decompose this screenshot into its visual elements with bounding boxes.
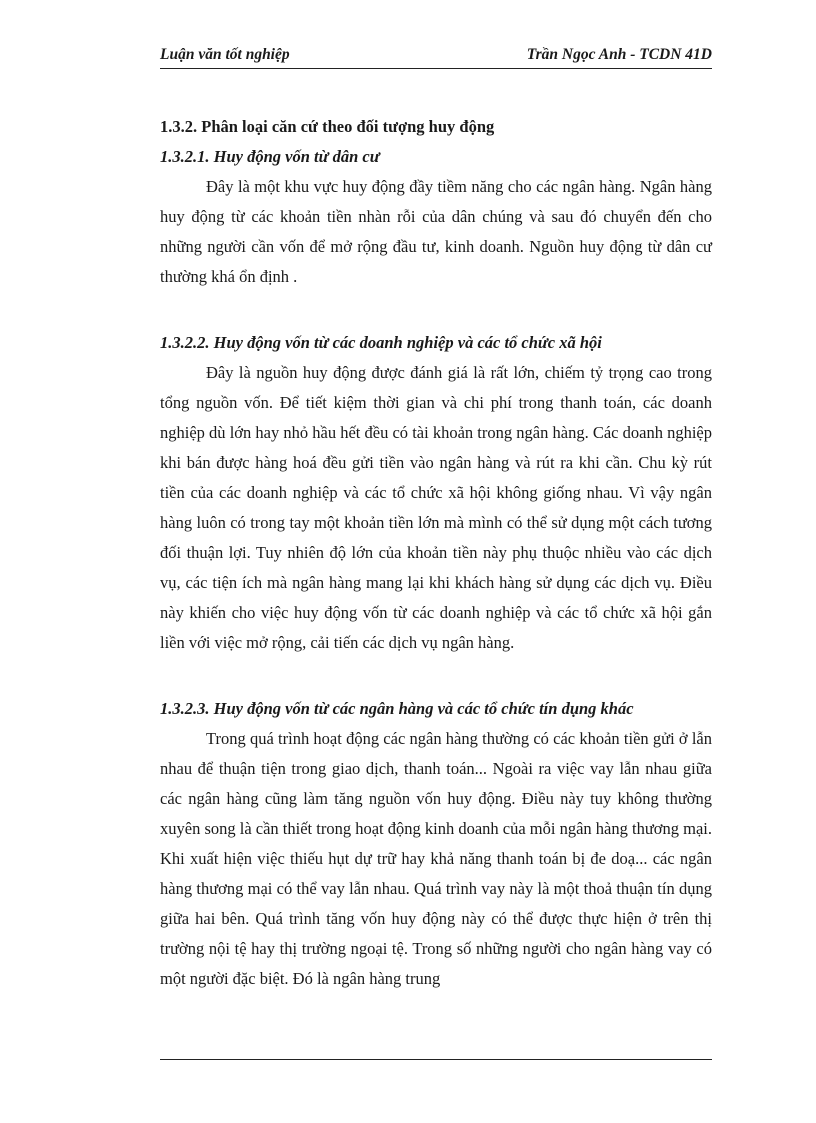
- spacer: [160, 658, 712, 694]
- header-thesis-label: Luận văn tốt nghiệp: [160, 46, 290, 63]
- document-body: [160, 112, 712, 994]
- subsection-paragraph-3: Trong quá trình hoạt động các ngân hàng thường có các khoản tiền gửi ở lẫn nhau để thuận tiện trong giao dịch, thanh toán... Ngoài ra việc vay lẫn nhau giữa các ngân hàng cũng làm tăng nguồn vốn huy động. Điều này tuy không thường xuyên song là cần thiết trong hoạt động kinh doanh của mỗi ngân hàng thương mại. Khi xuất hiện việc thiếu hụt dự trữ hay khả năng thanh toán bị đe doạ... các ngân hàng thương mại có thể vay lẫn nhau. Quá trình vay này là một thoả thuận tín dụng giữa hai bên. Quá trình tăng vốn huy động này có thể được thực hiện ở trên thị trường nội tệ hay thị trường ngoại tệ. Trong số những người cho ngân hàng vay có một người đặc biệt. Đó là ngân hàng trung: [160, 729, 712, 988]
- section-heading: 1.3.2. Phân loại căn cứ theo đối tượng huy động: [160, 117, 495, 136]
- header-author-label: Trần Ngọc Anh - TCDN 41D: [526, 46, 712, 63]
- subsection-title-1: 1.3.2.1. Huy động vốn từ dân cư: [160, 147, 380, 166]
- subsection-title-2: 1.3.2.2. Huy động vốn từ các doanh nghiệp và các tổ chức xã hội: [160, 333, 602, 352]
- subsection-title-3: 1.3.2.3. Huy động vốn từ các ngân hàng và các tổ chức tín dụng khác: [160, 699, 634, 718]
- header-rule: [160, 68, 712, 69]
- footer-rule: [160, 1059, 712, 1060]
- subsection-paragraph-2: Đây là nguồn huy động được đánh giá là rất lớn, chiếm tỷ trọng cao trong tổng nguồn vốn. Để tiết kiệm thời gian và chi phí trong thanh toán, các doanh nghiệp dù lớn hay nhỏ hầu hết đều có tài khoản trong ngân hàng. Các doanh nghiệp khi bán được hàng hoá đều gửi tiền vào ngân hàng và rút ra khi cần. Chu kỳ rút tiền của các doanh nghiệp và các tổ chức xã hội không giống nhau. Vì vậy ngân hàng luôn có trong tay một khoản tiền lớn mà mình có thể sử dụng một cách tương đối thuận lợi. Tuy nhiên độ lớn của khoản tiền này phụ thuộc nhiều vào các dịch vụ, các tiện ích mà ngân hàng mang lại khi khách hàng sử dụng các dịch vụ. Điều này khiến cho việc huy động vốn từ các doanh nghiệp và các tổ chức xã hội gắn liền với việc mở rộng, cải tiến các dịch vụ ngân hàng.: [160, 363, 712, 652]
- spacer: [160, 292, 712, 328]
- page-header: [160, 46, 712, 72]
- subsection-paragraph-1: Đây là một khu vực huy động đầy tiềm năng cho các ngân hàng. Ngân hàng huy động từ các khoản tiền nhàn rỗi của dân chúng và sau đó chuyển đến cho những người cần vốn để mở rộng đầu tư, kinh doanh. Nguồn huy động từ dân cư thường khá ổn định .: [160, 177, 712, 286]
